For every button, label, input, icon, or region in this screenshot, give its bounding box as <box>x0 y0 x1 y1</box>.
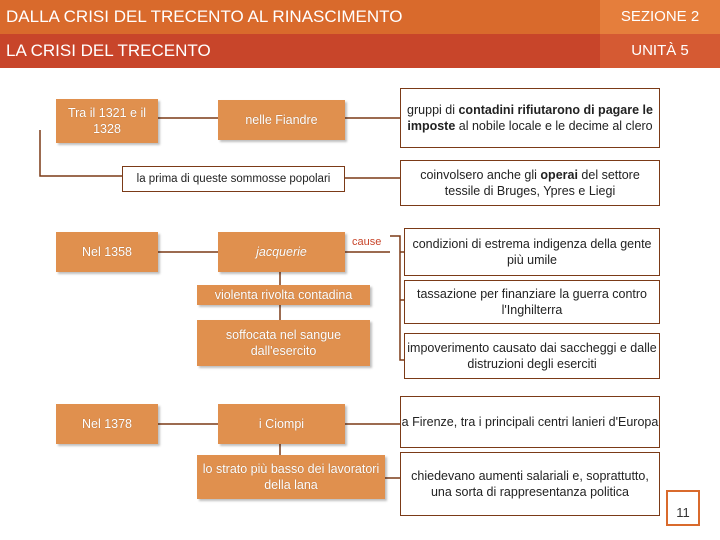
section-label: SEZIONE 2 <box>600 0 720 34</box>
event-strato-lavoratori: lo strato più basso dei lavoratori della lana <box>197 455 385 499</box>
date-1321-1328: Tra il 1321 e il 1328 <box>56 99 158 143</box>
detail-chiedevano: chiedevano aumenti salariali e, soprattutto, una sorta di rappresentanza politica <box>400 452 660 516</box>
cause-indigenza: condizioni di estrema indigenza della gente più umile <box>404 228 660 276</box>
event-fiandre: nelle Fiandre <box>218 100 345 140</box>
header-subtitle: LA CRISI DEL TRECENTO <box>0 34 600 68</box>
event-violenta-rivolta: violenta rivolta contadina <box>197 285 370 305</box>
event-soffocata: soffocata nel sangue dall'esercito <box>197 320 370 366</box>
unit-label: UNITÀ 5 <box>600 34 720 68</box>
date-1358: Nel 1358 <box>56 232 158 272</box>
event-ciompi: i Ciompi <box>218 404 345 444</box>
header-title: DALLA CRISI DEL TRECENTO AL RINASCIMENTO <box>0 0 600 34</box>
detail-gruppi-contadini: gruppi di contadini rifiutarono di pagare le imposte al nobile locale e le decime al clero <box>400 88 660 148</box>
cause-label: cause <box>352 236 382 248</box>
event-prima-sommosse: la prima di queste sommosse popolari <box>122 166 345 192</box>
cause-tassazione: tassazione per finanziare la guerra contro l'Inghilterra <box>404 280 660 324</box>
detail-coinvolsero-operai: coinvolsero anche gli operai del settore tessile di Bruges, Ypres e Liegi <box>400 160 660 206</box>
date-1378: Nel 1378 <box>56 404 158 444</box>
detail-firenze: a Firenze, tra i principali centri lanieri d'Europa <box>400 396 660 448</box>
cause-brace <box>390 236 404 360</box>
page-number: 11 <box>666 490 700 526</box>
cause-impoverimento: impoverimento causato dai saccheggi e dalle distruzioni degli eserciti <box>404 333 660 379</box>
event-jacquerie: jacquerie <box>218 232 345 272</box>
